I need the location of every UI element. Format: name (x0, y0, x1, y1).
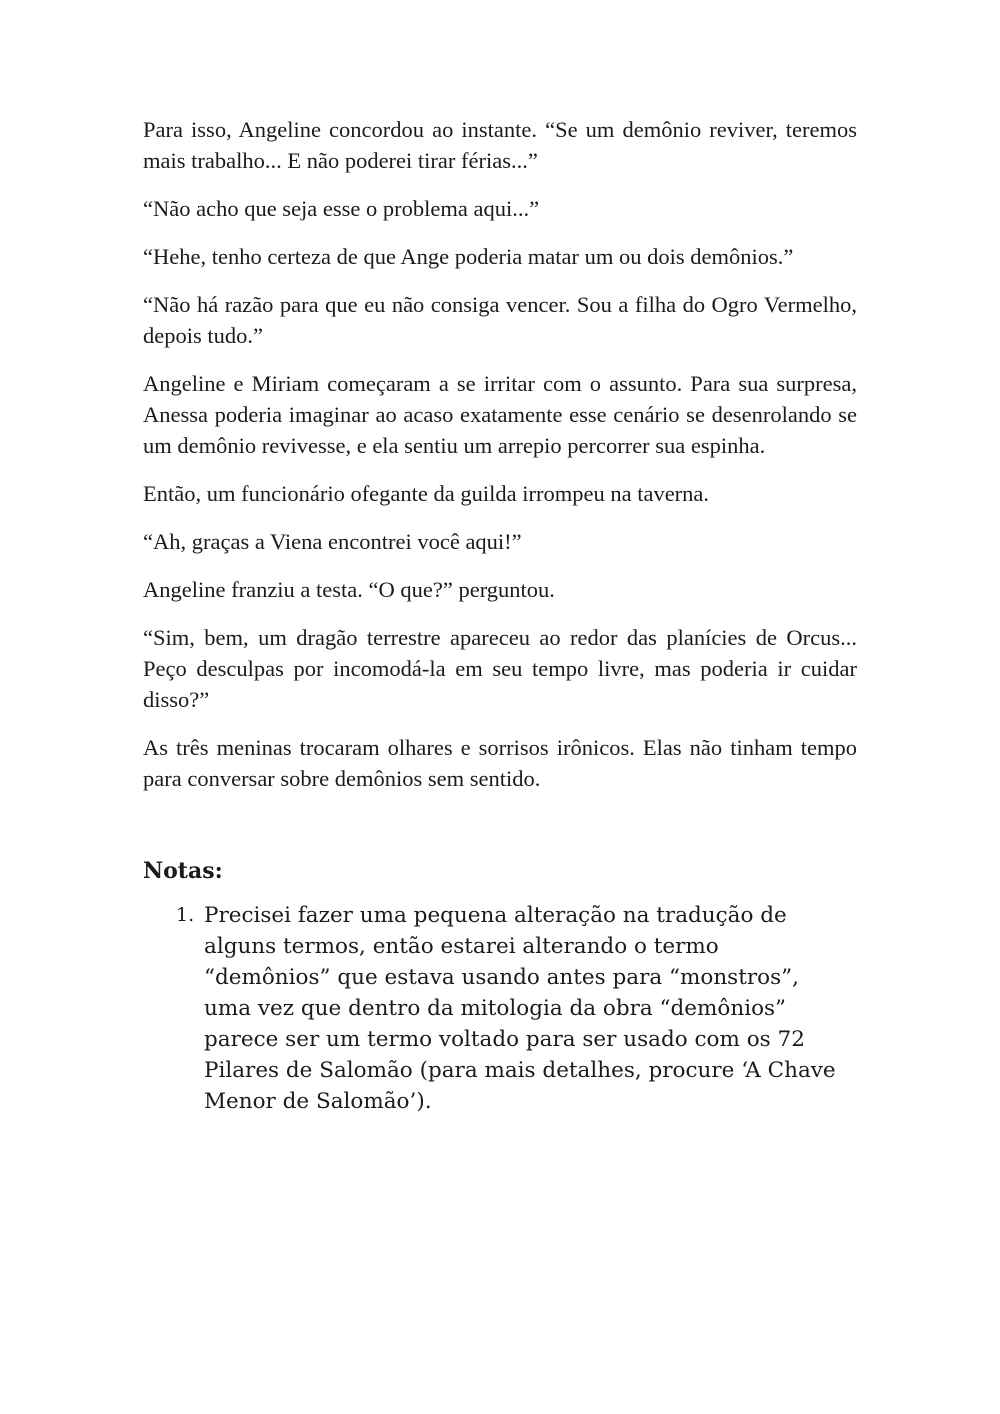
paragraph: Então, um funcionário ofegante da guilda irrompeu na taverna. (143, 481, 710, 506)
paragraph: Para isso, Angeline concordou ao instante. “Se um demônio reviver, teremos mais trabalho... E não poderei tirar férias...” (143, 117, 857, 173)
paragraph: “Hehe, tenho certeza de que Ange poderia matar um ou dois demônios.” (143, 244, 794, 269)
notes-list (143, 900, 857, 1117)
note-number: 1. (176, 904, 195, 926)
paragraph: “Ah, graças a Viena encontrei você aqui!” (143, 529, 522, 554)
story-text (143, 114, 857, 811)
notes-section (143, 852, 857, 1117)
paragraph: Angeline franziu a testa. “O que?” perguntou. (143, 577, 555, 602)
paragraph: “Não há razão para que eu não consiga vencer. Sou a filha do Ogro Vermelho, depois tudo.” (143, 292, 857, 348)
paragraph: “Sim, bem, um dragão terrestre apareceu ao redor das planícies de Orcus... Peço desculpas por incomodá-la em seu tempo livre, mas poderia ir cuidar disso?” (143, 625, 857, 712)
notes-heading: Notas: (143, 858, 223, 884)
paragraph: Angeline e Miriam começaram a se irritar com o assunto. Para sua surpresa, Anessa poderia imaginar ao acaso exatamente esse cenário se desenrolando se um demônio revivesse, e ela sentiu um arrepio percorrer sua espinha. (143, 371, 857, 458)
note-item (143, 900, 844, 1117)
paragraph: As três meninas trocaram olhares e sorrisos irônicos. Elas não tinham tempo para conversar sobre demônios sem sentido. (143, 735, 857, 791)
paragraph: “Não acho que seja esse o problema aqui...” (143, 196, 540, 221)
note-text: Precisei fazer uma pequena alteração na tradução de alguns termos, então estarei alterando o termo “demônios” que estava usando antes para “monstros”, uma vez que dentro da mitologia da obra “demônios” parece ser um termo voltado para ser usado com os 72 Pilares de Salomão (para mais detalhes, procure ‘A Chave Menor de Salomão’). (204, 903, 836, 1114)
